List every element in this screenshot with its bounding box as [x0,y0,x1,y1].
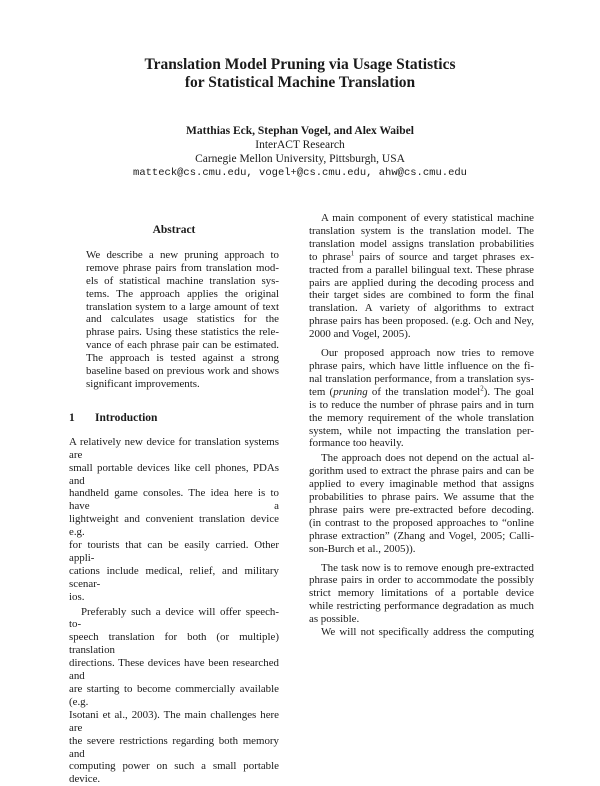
text-line: computing power on such a small portable device. [69,760,279,786]
text-line: pairs are applied during the decoding process and [309,276,534,289]
abstract-heading: Abstract [152,224,196,236]
text-line: We will not specifically address the computing [321,626,534,639]
text-fragment: pairs of source and target phrases ex- [354,250,534,263]
title-line-1: Translation Model Pruning via Usage Statistics [144,56,456,73]
text-line: is to reduce the number of phrase pairs and in turn [309,398,534,411]
text-line: for tourists that can be easily carried. Other appli- [69,539,279,564]
text-line: tracted from a parallel bilingual text. These phrase [309,263,534,276]
title-line-2: for Statistical Machine Translation [184,74,416,91]
text-line: applied to every imaginable method that assigns [309,478,534,491]
text-line: lightweight and convenient translation device e.g. [69,513,279,539]
text-line: their target sides are combined to form the final [309,289,534,302]
affiliation-line-1: InterACT Research [255,139,345,151]
text-line: speech translation for both (or multiple) translation [69,631,279,657]
text-line: cations include medical, relief, and military scenar- [69,564,279,590]
footnote-marker: 2 [480,384,484,393]
abstract-line: and calculates usage statistics for the [86,313,279,326]
text-fragment: of the translation model [367,385,481,398]
text-line: gorithm used to extract the phrase pairs and can be [309,465,534,478]
section-number: 1 [69,411,75,424]
body-paragraph-1 [309,212,534,341]
text-line: phrase pairs has been proposed. (e.g. Och and Ney, [309,315,534,328]
body-paragraph-2 [309,347,534,450]
text-line: the severe restrictions regarding both memory and [69,734,279,760]
text-line: A main component of every statistical machine [321,212,534,224]
text-line: small portable devices like cell phones, PDAs and [69,461,279,487]
body-paragraph-3 [309,452,534,555]
paper-title [0,56,600,92]
text-line: phrase pairs, which have little influence on the fi- [309,359,534,372]
text-line: are starting to become commercially available (e.g. [69,683,279,708]
abstract-line: baseline based on previous work and shows [86,365,279,378]
text-line: A relatively new device for translation systems are [69,435,279,461]
text-line: The task now is to remove enough pre-extracted [321,561,534,574]
text-line: nal translation performance, from a translation sys- [309,372,534,385]
text-line: phrase pairs were pre-extracted before decoding. [309,503,534,516]
affiliation-line-2: Carnegie Mellon University, Pittsburgh, USA [195,153,405,165]
text-fragment: ). The goal [483,385,535,398]
text-line: translation. A variety of algorithms to extract [309,302,534,315]
text-line: formance too heavily. [309,437,404,450]
text-line [309,251,534,264]
text-line: handheld game consoles. The idea here is to have a [69,487,279,513]
text-line: directions. These devices have been researched and [69,657,279,683]
text-line: The approach does not depend on the actual al- [321,452,534,465]
author-block [0,124,600,180]
author-emails: matteck@cs.cmu.edu, vogel+@cs.cmu.edu, ahw@cs.cmu.edu [133,167,467,179]
left-column [69,224,279,786]
abstract-line: We describe a new pruning approach to [86,248,279,261]
text-line: 2000 and Vogel, 2005). [309,328,411,341]
text-line: (in contrast to the proposed approaches to “online [309,516,534,529]
text-line: son-Burch et al., 2005)). [309,542,416,555]
abstract-body [69,249,279,391]
body-paragraph-5 [309,626,534,639]
text-line: translation model assigns translation probabilities [309,237,534,250]
author-names: Matthias Eck, Stephan Vogel, and Alex Waibel [186,125,414,137]
abstract-line: tems. The approach applies the original [86,287,279,300]
text-line: as possible. [309,613,360,626]
abstract-line: remove phrase pairs from translation mod- [86,261,279,274]
intro-paragraph-1 [69,436,279,604]
abstract-line: translation system to a large amount of text [86,300,279,313]
text-line: Our proposed approach now tries to remove [321,347,534,360]
abstract-line: The approach is tested against a strong [86,352,279,365]
text-line [309,386,534,399]
text-fragment: tem ( [309,385,334,398]
footnote-marker: 1 [350,249,355,258]
italic-term: pruning [333,385,368,398]
text-line: ios. [69,590,85,603]
section-heading-introduction [69,412,279,425]
text-fragment: to phrase [309,250,351,263]
text-line: phrase pairs in order to accommodate the possibly [309,574,534,587]
text-line: Preferably such a device will offer speech-to- [69,605,279,631]
text-line: the memory requirement of the whole translation [309,411,534,424]
text-line: while restricting performance degradation as much [309,600,534,613]
body-paragraph-4 [309,562,534,627]
abstract-line: els of statistical machine translation sys- [86,274,279,287]
text-line: translation system is the translation model. The [309,224,534,237]
text-line: Isotani et al., 2003). The main challenges here are [69,708,279,734]
text-line: probabilities to phrase pairs. We assume that the [309,491,534,504]
right-column [309,212,534,639]
abstract-line: vance of each phrase pair can be estimated. [86,339,279,352]
text-line: system, while not impacting the translation per- [309,424,534,437]
section-title: Introduction [95,411,158,424]
text-line: phrase extraction” (Zhang and Vogel, 2005; Calli- [309,529,534,542]
abstract-line: significant improvements. [86,377,200,390]
abstract-line: phrase pairs. Using these statistics the rele- [86,326,279,339]
text-line: strict memory limitations of a portable device [309,587,534,600]
intro-paragraph-2 [69,606,279,786]
